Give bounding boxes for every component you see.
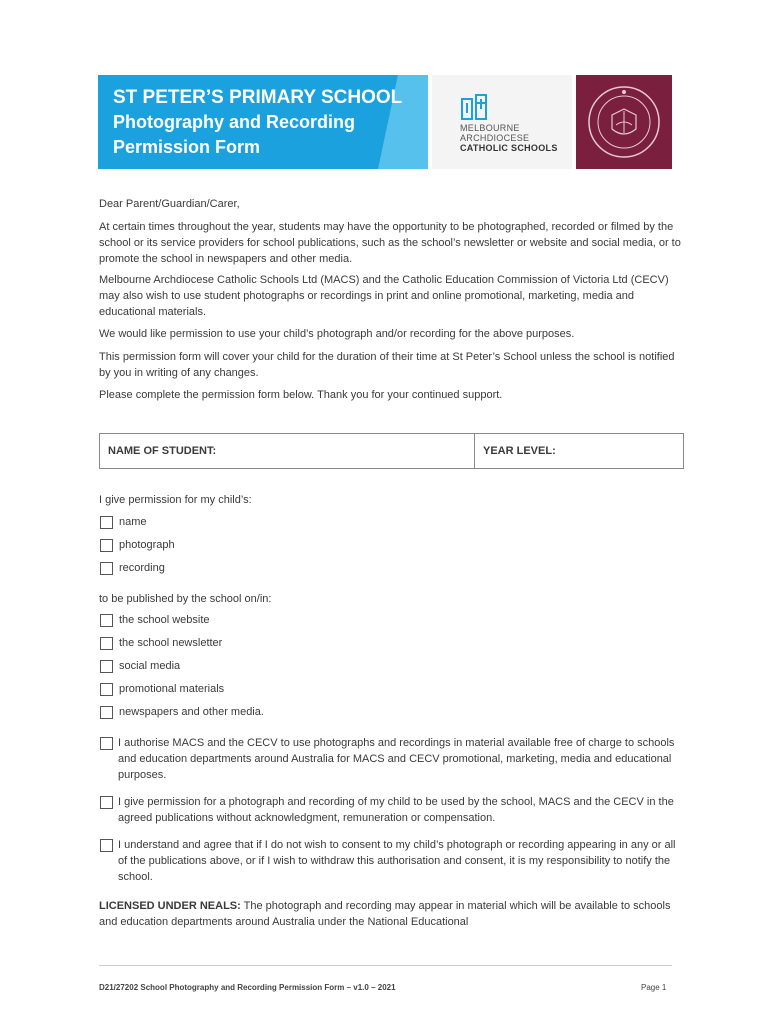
checkbox-label: recording bbox=[119, 562, 165, 574]
checkbox-consent-macs-cecv[interactable] bbox=[100, 737, 113, 750]
publish-intro: to be published by the school on/in: bbox=[99, 593, 272, 605]
checkbox-row-website[interactable] bbox=[100, 613, 210, 628]
checkbox-promotional[interactable] bbox=[100, 683, 113, 696]
header bbox=[98, 75, 672, 169]
paragraph-3: We would like permission to use your child’s photograph and/or recording for the above purposes. bbox=[99, 328, 575, 340]
permission-intro: I give permission for my child’s: bbox=[99, 494, 252, 506]
consent-acknowledgment[interactable] bbox=[100, 794, 685, 826]
student-details-table bbox=[99, 433, 684, 469]
paragraph-5: Please complete the permission form below. Thank you for your continued support. bbox=[99, 389, 503, 401]
checkbox-label: newspapers and other media. bbox=[119, 706, 264, 718]
paragraph-2: Melbourne Archdiocese Catholic Schools Ltd (MACS) and the Catholic Education Commission of Victoria Ltd (CECV) may also wish to use student photographs or recordings in print and online promotional, marketing, media and educational materials. bbox=[99, 274, 669, 318]
checkbox-row-social-media[interactable] bbox=[100, 659, 180, 674]
school-crest-panel bbox=[576, 75, 672, 169]
macs-logo-panel bbox=[432, 75, 572, 169]
title-banner bbox=[98, 75, 428, 169]
macs-line1: MELBOURNE bbox=[460, 123, 520, 133]
checkbox-label: social media bbox=[119, 660, 181, 672]
macs-line2: ARCHDIOCESE bbox=[460, 133, 530, 143]
checkbox-label: photograph bbox=[119, 539, 175, 551]
checkbox-row-name[interactable] bbox=[100, 515, 147, 530]
school-name: ST PETER’S PRIMARY SCHOOL bbox=[113, 87, 403, 108]
paragraph-4: This permission form will cover your child for the duration of their time at St Peter’s School unless the school is notified by you in writing of any changes. bbox=[99, 351, 675, 379]
checkbox-photograph[interactable] bbox=[100, 539, 113, 552]
licensed-text: The photograph and recording may appear in material which will be available to schools and education departments around Australia under the National Educational bbox=[99, 900, 671, 928]
checkbox-social-media[interactable] bbox=[100, 660, 113, 673]
macs-line3: CATHOLIC SCHOOLS bbox=[460, 143, 558, 153]
form-title-line2: Permission Form bbox=[113, 137, 261, 157]
checkbox-row-promotional[interactable] bbox=[100, 682, 224, 697]
paragraph-1: At certain times throughout the year, students may have the opportunity to be photographed, recorded or filmed by the school or its service providers for school publications, such as the school’s newsletter or website and social media, or to promote the school in newspapers and other media. bbox=[99, 221, 681, 265]
consent-text: I understand and agree that if I do not wish to consent to my child’s photograph or recording appearing in any or all of the publications above, or if I wish to withdraw this authorisation and consent, it is my responsibility to notify the school. bbox=[118, 839, 676, 883]
checkbox-row-newsletter[interactable] bbox=[100, 636, 222, 651]
checkbox-website[interactable] bbox=[100, 614, 113, 627]
greeting: Dear Parent/Guardian/Carer, bbox=[99, 198, 240, 210]
consent-text: I authorise MACS and the CECV to use photographs and recordings in material available free of charge to schools and education departments around Australia for MACS and CECV promotional, marketing, media and educational purposes. bbox=[118, 737, 675, 781]
checkbox-recording[interactable] bbox=[100, 562, 113, 575]
checkbox-newspapers[interactable] bbox=[100, 706, 113, 719]
checkbox-row-photograph[interactable] bbox=[100, 538, 175, 553]
checkbox-consent-withdrawal[interactable] bbox=[100, 839, 113, 852]
school-crest-icon bbox=[576, 75, 672, 169]
checkbox-consent-acknowledgment[interactable] bbox=[100, 796, 113, 809]
licensed-label: LICENSED UNDER NEALS: bbox=[99, 900, 241, 912]
footer-divider bbox=[99, 965, 672, 966]
form-title-line1: Photography and Recording bbox=[113, 112, 356, 132]
checkbox-row-recording[interactable] bbox=[100, 561, 165, 576]
consent-withdrawal[interactable] bbox=[100, 837, 685, 885]
checkbox-label: name bbox=[119, 516, 147, 528]
consent-macs-cecv[interactable] bbox=[100, 735, 685, 783]
macs-logo-icon bbox=[460, 93, 490, 121]
checkbox-name[interactable] bbox=[100, 516, 113, 529]
checkbox-label: the school website bbox=[119, 614, 210, 626]
footer-page-number: Page 1 bbox=[641, 983, 667, 992]
footer-doc-ref: D21/27202 School Photography and Recording Permission Form – v1.0 – 2021 bbox=[99, 983, 396, 992]
licensed-paragraph bbox=[99, 898, 684, 930]
checkbox-row-newspapers[interactable] bbox=[100, 705, 264, 720]
checkbox-newsletter[interactable] bbox=[100, 637, 113, 650]
checkbox-label: the school newsletter bbox=[119, 637, 223, 649]
year-level-field[interactable]: YEAR LEVEL: bbox=[483, 445, 556, 457]
student-name-field[interactable]: NAME OF STUDENT: bbox=[100, 434, 475, 468]
consent-text: I give permission for a photograph and recording of my child to be used by the school, MACS and the CECV in the agreed publications without acknowledgment, remuneration or compensation. bbox=[118, 796, 674, 824]
checkbox-label: promotional materials bbox=[119, 683, 225, 695]
